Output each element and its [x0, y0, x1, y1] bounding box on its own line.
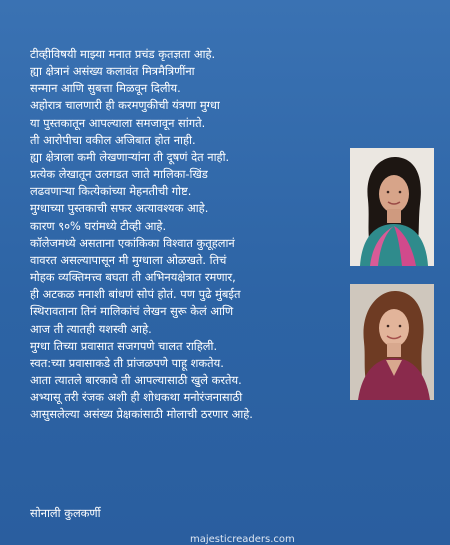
blurb-line: या पुस्तकातून आपल्याला समजावून सांगते. [30, 115, 206, 130]
blurb-line: टीव्हीविषयी माझ्या मनात प्रचंड कृतज्ञता आहे. [30, 47, 216, 61]
blurb-line: मुग्धा तिच्या प्रवासात सजगपणे चालत राहिली. [30, 338, 218, 353]
author-signature: सोनाली कुलकर्णी [30, 506, 101, 520]
blurb-line: ह्या क्षेत्रानं असंख्य कलावंत मित्रमैत्रिणींना [30, 64, 195, 79]
blurb-line: कारण ९०% घरांमध्ये टीव्ही आहे. [30, 218, 167, 233]
blurb-line: स्वत:च्या प्रवासाकडे ती प्रांजळपणे पाहू शकतेय. [30, 355, 224, 370]
blurb-line: सन्मान आणि सुबत्ता मिळवून दिलीय. [30, 81, 181, 96]
blurb-line: लढवणाऱ्या कित्येकांच्या मेहनतीची गोष्ट. [30, 184, 192, 199]
blurb-line: ह्या क्षेत्राला कमी लेखणाऱ्यांना ती दूषणं देत नाही. [30, 149, 230, 164]
blurb-line: कॉलेजमध्ये असताना एकांकिका विश्वात कुतूहलानं [30, 235, 235, 250]
footer-url: majesticreaders.com [190, 534, 295, 545]
blurb-line: वावरत असल्यापासून मी मुग्धाला ओळखते. तिचं [30, 252, 227, 267]
blurb-line: ती आरोपीचा वकील अजिबात होत नाही. [30, 132, 196, 147]
blurb-line: प्रत्येक लेखातून उलगडत जाते मालिका-खिंड [30, 167, 208, 182]
blurb-line: आता त्यातले बारकावे ती आपल्यासाठी खुले करतेय. [30, 372, 242, 387]
author-photo-top [350, 148, 434, 266]
blurb-line: मोहक व्यक्तिमत्त्व बघता ती अभिनयक्षेत्रात रमणार, [30, 270, 236, 285]
blurb-line: स्थिरावताना तिनं मालिकांचं लेखन सुरू केलं आणि [30, 304, 234, 319]
portrait-illustration-1 [350, 148, 434, 266]
blurb-line: ही अटकळ मनाशी बांधणं सोपं होतं. पण पुढे मुंबईत [30, 287, 241, 302]
blurb-text [30, 46, 360, 423]
blurb-line: आज ती त्यातही यशस्वी आहे. [30, 321, 152, 336]
blurb-line: मुग्धाच्या पुस्तकाची सफर अत्यावश्यक आहे. [30, 201, 209, 216]
blurb-line: अभ्यासू तरी रंजक अशी ही शोधकथा मनोरंजनासाठी [30, 390, 243, 405]
blurb-line: आसुसलेल्या असंख्य प्रेक्षकांसाठी मोलाची ठरणार आहे. [30, 407, 253, 422]
blurb-line: अहोरात्र चालणारी ही करमणुकीची यंत्रणा मुग्धा [30, 98, 220, 113]
portrait-illustration-2 [350, 284, 434, 400]
author-photo-bottom [350, 284, 434, 400]
